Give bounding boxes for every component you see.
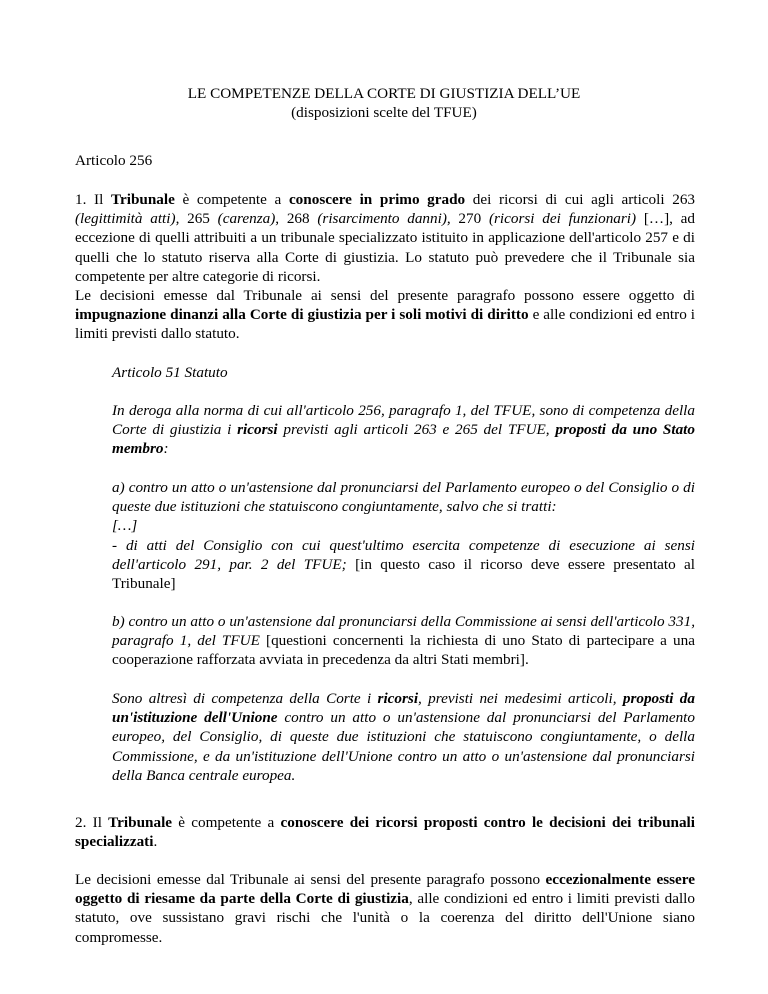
paragraph-1: 1. Il Tribunale è competente a conoscere in primo grado dei ricorsi di cui agli articoli 263 (legittimità atti), 265 (carenza), 268 (risarcimento danni), 270 (ricorsi dei funzionari) […], ad eccezione di quelli attribuiti a un tribunale specializzato istituito in applicazione dell'articolo 257 e di quelli che lo statuto riserva alla Corte di giustizia. Lo statuto può prevedere che il Tribunale sia competente per altre categorie di ricorsi. <box>75 191 696 285</box>
title-line-2: (disposizioni scelte del TFUE) <box>291 104 477 121</box>
statute-paragraph-2: a) contro un atto o un'astensione dal pronunciarsi del Parlamento europeo o del Consiglio o di queste due istituzioni che statuiscono congiuntamente, salvo che si tratti: […] - di atti del Consiglio con cui quest'ultimo esercita competenze di esecuzione ai sensi dell'articolo 291, par. 2 del TFUE; [in questo caso il ricorso deve essere presentato al Tribunale] <box>112 479 696 593</box>
article-heading: Articolo 256 <box>75 152 153 169</box>
paragraph-2: Le decisioni emesse dal Tribunale ai sensi del presente paragrafo possono essere oggetto di impugnazione dinanzi alla Corte di giustizia per i soli motivi di diritto e alle condizioni ed entro i limiti previsti dallo statuto. <box>75 287 696 343</box>
statute-heading: Articolo 51 Statuto <box>112 364 228 381</box>
paragraph-3: 2. Il Tribunale è competente a conoscere dei ricorsi proposti contro le decisioni dei tribunali specializzati. <box>75 814 695 851</box>
statute-paragraph-3: b) contro un atto o un'astensione dal pronunciarsi della Commissione ai sensi dell'articolo 331, paragrafo 1, del TFUE [questioni concernenti la richiesta di uno Stato di partecipare a una cooperazione rafforzata avviata in precedenza da altri Stati membri]. <box>112 613 695 669</box>
title-line-1: LE COMPETENZE DELLA CORTE DI GIUSTIZIA DELL’UE <box>187 85 581 102</box>
statute-paragraph-4: Sono altresì di competenza della Corte i ricorsi, previsti nei medesimi articoli, proposti da un'istituzione dell'Unione contro un atto o un'astensione dal pronunciarsi del Parlamento europeo, del Consiglio, di queste due istituzioni che statuiscono congiuntamente, o della Commissione, e da un'istituzione dell'Unione contro un atto o un'astensione dal pronunciarsi della Banca centrale europea. <box>112 690 695 784</box>
statute-paragraph-1: In deroga alla norma di cui all'articolo 256, paragrafo 1, del TFUE, sono di competenza della Corte di giustizia i ricorsi previsti agli articoli 263 e 265 del TFUE, proposti da uno Stato membro: <box>112 402 695 458</box>
paragraph-4: Le decisioni emesse dal Tribunale ai sensi del presente paragrafo possono eccezionalmente essere oggetto di riesame da parte della Corte di giustizia, alle condizioni ed entro i limiti previsti dallo statuto, ove sussistano gravi rischi che l'unità o la coerenza del diritto dell'Unione siano compromesse. <box>75 871 695 946</box>
document-title <box>0 84 768 122</box>
